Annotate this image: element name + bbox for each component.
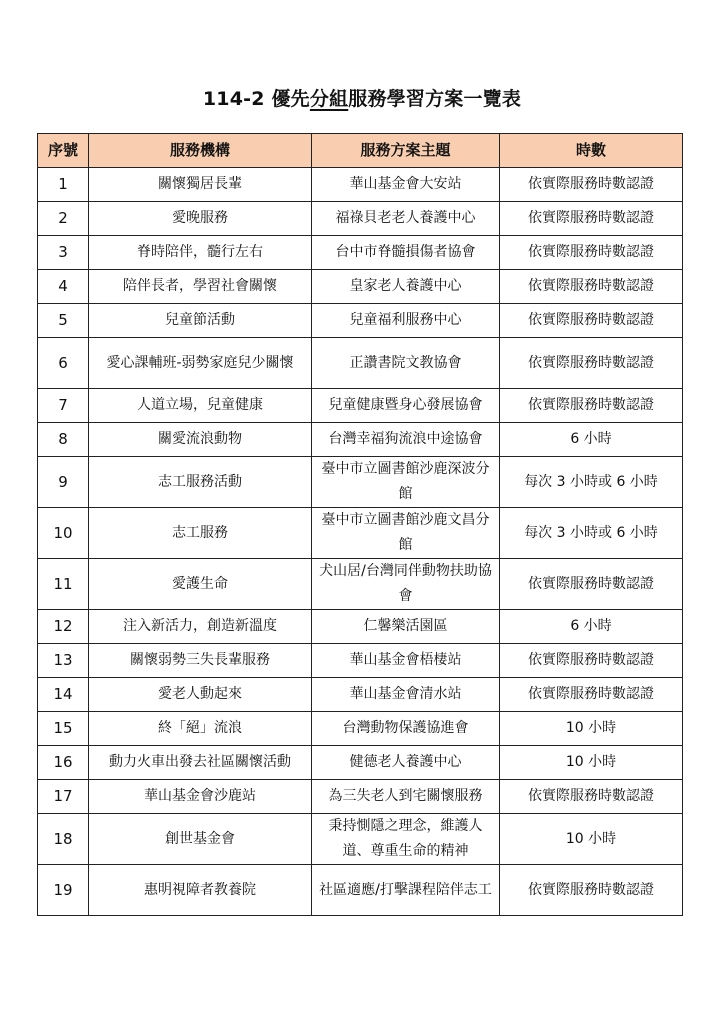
table-row bbox=[38, 644, 683, 678]
table-row bbox=[38, 814, 683, 865]
row-organization: 惠明視障者教養院 bbox=[89, 865, 312, 916]
table-row bbox=[38, 202, 683, 236]
row-topic: 健德老人養護中心 bbox=[312, 746, 500, 780]
row-topic: 兒童福利服務中心 bbox=[312, 304, 500, 338]
row-topic: 社區適應/打擊課程陪伴志工 bbox=[312, 865, 500, 916]
row-organization: 兒童節活動 bbox=[89, 304, 312, 338]
row-topic: 犬山居/台灣同伴動物扶助協會 bbox=[312, 559, 500, 610]
row-organization: 愛心課輔班-弱勢家庭兒少關懷 bbox=[89, 338, 312, 389]
row-hours: 每次 3 小時或 6 小時 bbox=[500, 457, 683, 508]
header-topic: 服務方案主題 bbox=[312, 134, 500, 168]
table-row bbox=[38, 457, 683, 508]
title-prefix: 114-2 優先 bbox=[202, 88, 310, 110]
row-number: 5 bbox=[38, 304, 89, 338]
row-hours: 每次 3 小時或 6 小時 bbox=[500, 508, 683, 559]
row-topic: 仁馨樂活園區 bbox=[312, 610, 500, 644]
row-topic: 台灣幸福狗流浪中途協會 bbox=[312, 423, 500, 457]
row-hours: 6 小時 bbox=[500, 610, 683, 644]
row-organization: 陪伴長者，學習社會關懷 bbox=[89, 270, 312, 304]
title-suffix: 服務學習方案一覽表 bbox=[348, 88, 522, 110]
row-hours: 依實際服務時數認證 bbox=[500, 338, 683, 389]
row-organization: 關愛流浪動物 bbox=[89, 423, 312, 457]
row-hours: 依實際服務時數認證 bbox=[500, 236, 683, 270]
row-organization: 注入新活力，創造新溫度 bbox=[89, 610, 312, 644]
row-number: 4 bbox=[38, 270, 89, 304]
row-topic: 為三失老人到宅關懷服務 bbox=[312, 780, 500, 814]
row-topic: 華山基金會清水站 bbox=[312, 678, 500, 712]
table-row bbox=[38, 678, 683, 712]
row-hours: 依實際服務時數認證 bbox=[500, 270, 683, 304]
header-number: 序號 bbox=[38, 134, 89, 168]
row-topic: 華山基金會大安站 bbox=[312, 168, 500, 202]
table-row bbox=[38, 746, 683, 780]
row-organization: 脊時陪伴，髓行左右 bbox=[89, 236, 312, 270]
header-organization: 服務機構 bbox=[89, 134, 312, 168]
row-organization: 終「絕」流浪 bbox=[89, 712, 312, 746]
row-number: 9 bbox=[38, 457, 89, 508]
row-organization: 動力火車出發去社區關懷活動 bbox=[89, 746, 312, 780]
row-number: 6 bbox=[38, 338, 89, 389]
table-row bbox=[38, 236, 683, 270]
row-hours: 依實際服務時數認證 bbox=[500, 678, 683, 712]
row-organization: 志工服務活動 bbox=[89, 457, 312, 508]
row-number: 3 bbox=[38, 236, 89, 270]
row-number: 16 bbox=[38, 746, 89, 780]
row-hours: 依實際服務時數認證 bbox=[500, 389, 683, 423]
row-number: 12 bbox=[38, 610, 89, 644]
row-organization: 關懷弱勢三失長輩服務 bbox=[89, 644, 312, 678]
table-row bbox=[38, 865, 683, 916]
row-number: 19 bbox=[38, 865, 89, 916]
row-organization: 華山基金會沙鹿站 bbox=[89, 780, 312, 814]
row-number: 14 bbox=[38, 678, 89, 712]
table-row bbox=[38, 780, 683, 814]
row-hours: 依實際服務時數認證 bbox=[500, 865, 683, 916]
row-topic: 台中市脊髓損傷者協會 bbox=[312, 236, 500, 270]
row-topic: 皇家老人養護中心 bbox=[312, 270, 500, 304]
table-row bbox=[38, 304, 683, 338]
row-number: 7 bbox=[38, 389, 89, 423]
table-row bbox=[38, 559, 683, 610]
row-hours: 依實際服務時數認證 bbox=[500, 780, 683, 814]
row-number: 10 bbox=[38, 508, 89, 559]
row-number: 8 bbox=[38, 423, 89, 457]
row-number: 11 bbox=[38, 559, 89, 610]
table-header-row bbox=[38, 134, 683, 168]
page-title bbox=[0, 86, 724, 112]
service-learning-table bbox=[37, 133, 683, 916]
row-hours: 10 小時 bbox=[500, 746, 683, 780]
table-row bbox=[38, 508, 683, 559]
row-organization: 志工服務 bbox=[89, 508, 312, 559]
table-row bbox=[38, 610, 683, 644]
row-organization: 愛護生命 bbox=[89, 559, 312, 610]
row-hours: 依實際服務時數認證 bbox=[500, 168, 683, 202]
row-organization: 愛晚服務 bbox=[89, 202, 312, 236]
row-number: 1 bbox=[38, 168, 89, 202]
row-organization: 關懷獨居長輩 bbox=[89, 168, 312, 202]
row-hours: 依實際服務時數認證 bbox=[500, 304, 683, 338]
table-row bbox=[38, 389, 683, 423]
row-hours: 依實際服務時數認證 bbox=[500, 559, 683, 610]
row-topic: 兒童健康暨身心發展協會 bbox=[312, 389, 500, 423]
row-topic: 臺中市立圖書館沙鹿深波分館 bbox=[312, 457, 500, 508]
row-hours: 10 小時 bbox=[500, 712, 683, 746]
row-topic: 臺中市立圖書館沙鹿文昌分館 bbox=[312, 508, 500, 559]
row-topic: 正讚書院文教協會 bbox=[312, 338, 500, 389]
header-hours: 時數 bbox=[500, 134, 683, 168]
row-hours: 10 小時 bbox=[500, 814, 683, 865]
row-topic: 秉持惻隱之理念，維護人道、尊重生命的精神 bbox=[312, 814, 500, 865]
row-topic: 台灣動物保護協進會 bbox=[312, 712, 500, 746]
title-underlined: 分組 bbox=[309, 88, 349, 110]
row-hours: 6 小時 bbox=[500, 423, 683, 457]
table-row bbox=[38, 712, 683, 746]
table-row bbox=[38, 168, 683, 202]
row-number: 15 bbox=[38, 712, 89, 746]
row-number: 17 bbox=[38, 780, 89, 814]
row-organization: 創世基金會 bbox=[89, 814, 312, 865]
table-row bbox=[38, 423, 683, 457]
table-row bbox=[38, 270, 683, 304]
row-organization: 人道立場，兒童健康 bbox=[89, 389, 312, 423]
table-row bbox=[38, 338, 683, 389]
row-topic: 華山基金會梧棲站 bbox=[312, 644, 500, 678]
row-number: 13 bbox=[38, 644, 89, 678]
row-number: 18 bbox=[38, 814, 89, 865]
row-organization: 愛老人動起來 bbox=[89, 678, 312, 712]
row-hours: 依實際服務時數認證 bbox=[500, 644, 683, 678]
row-hours: 依實際服務時數認證 bbox=[500, 202, 683, 236]
row-topic: 福祿貝老老人養護中心 bbox=[312, 202, 500, 236]
row-number: 2 bbox=[38, 202, 89, 236]
